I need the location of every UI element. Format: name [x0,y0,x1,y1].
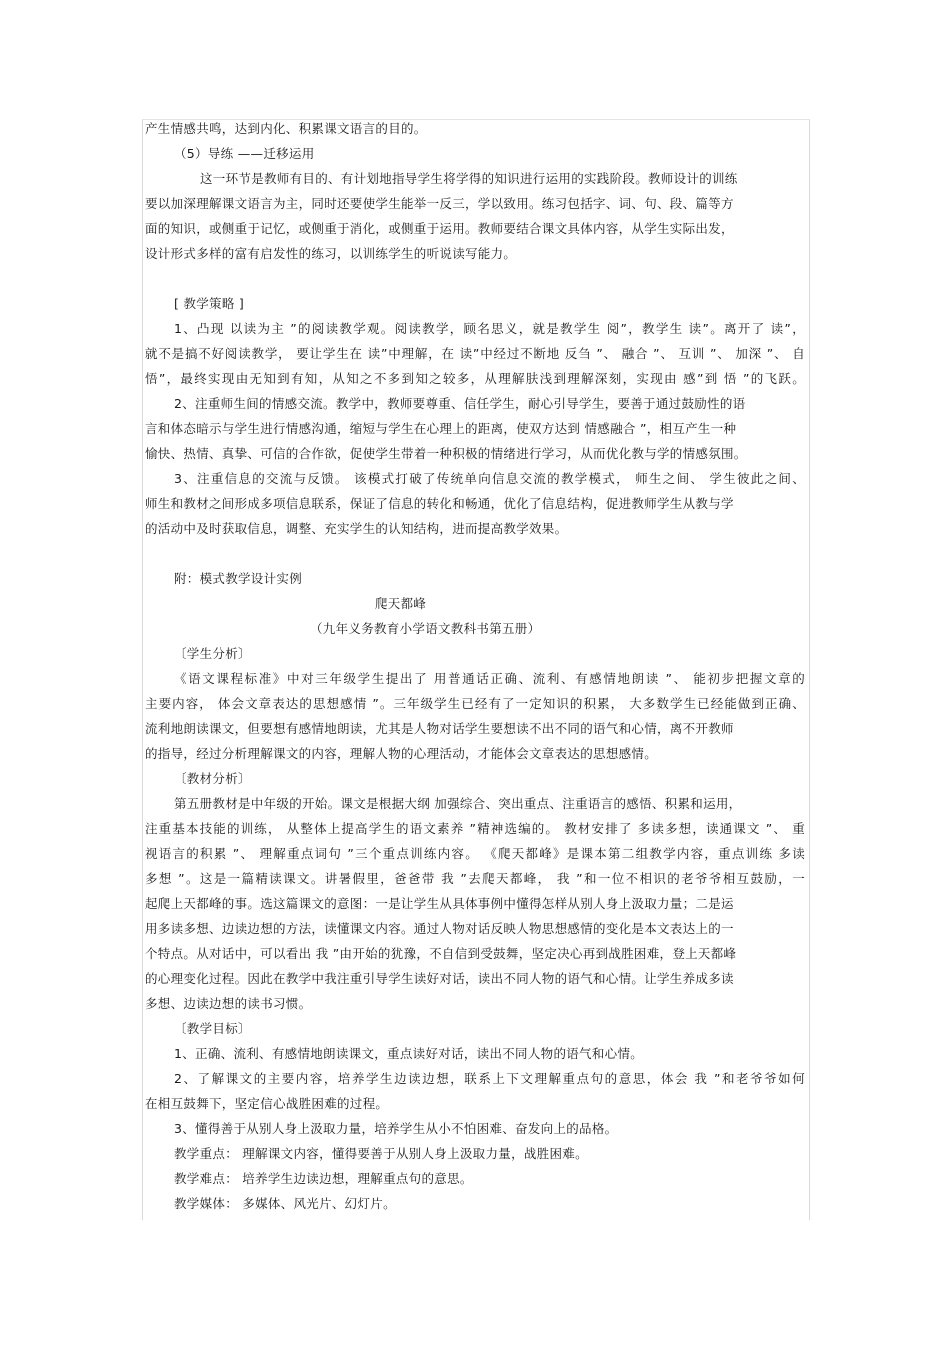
text-line: 多想、边读边想的读书习惯。 [145,996,312,1011]
appendix-heading: 附：模式教学设计实例 [174,571,303,586]
text-line: 《语文课程标准》中对三年级学生提出了 用普通话正确、流利、有感情地朗读 ”、 能初步把握文章的 [174,671,805,686]
text-line: 悟”，最终实现由无知到有知，从知之不多到知之较多，从理解肤浅到理解深刻，实现由 感”到 悟 ”的飞跃。 [145,371,805,386]
text-line: 产生情感共鸣，达到内化、积累课文语言的目的。 [145,121,427,136]
text-line: 流利地朗读课文，但要想有感情地朗读，尤其是人物对话学生要想读不出不同的语气和心情，离不开教师 [145,721,734,736]
text-line: 愉快、热情、真挚、可信的合作欲，促使学生带着一种积极的情绪进行学习，从而优化教与学的情感氛围。 [145,446,747,461]
text-line: 个特点。从对话中，可以看出 我 ”由开始的犹豫，不自信到受鼓舞，坚定决心再到战胜困难，登上天都峰 [145,946,737,961]
text-line: 第五册教材是中年级的开始。课文是根据大纲 加强综合、突出重点、注重语言的感悟、积累和运用， [174,796,742,811]
lesson-title: 爬天都峰 [375,596,427,611]
lesson-subtitle: （九年义务教育小学语文教科书第五册） [310,621,541,636]
text-line: 的活动中及时获取信息，调整、充实学生的认知结构，进而提高教学效果。 [145,521,568,536]
text-line: 2、了解课文的主要内容，培养学生边读边想，联系上下文理解重点句的意思，体会 我 ”和老爷爷如何 [174,1071,805,1086]
text-line: 就不是搞不好阅读教学， 要让学生在 读”中理解，在 读”中经过不断地 反刍 ”、 融合 ”、 互训 ”、 加深 ”、 自 [145,346,805,361]
text-line: 3、懂得善于从别人身上汲取力量，培养学生从小不怕困难、奋发向上的品格。 [174,1121,618,1136]
text-line: 教学媒体： 多媒体、风光片、幻灯片。 [174,1196,396,1211]
text-line: 1、正确、流利、有感情地朗读课文，重点读好对话，读出不同人物的语气和心情。 [174,1046,644,1061]
text-line: 主要内容， 体会文章表达的思想感情 ”。三年级学生已经有了一定知识的积累， 大多数学生已经能做到正确、 [145,696,805,711]
text-line: 言和体态暗示与学生进行情感沟通，缩短与学生在心理上的距离，使双方达到 情感融合 ”，相互产生一种 [145,421,737,436]
text-line: 多想 ”。这是一篇精读课文。讲暑假里，爸爸带 我 ”去爬天都峰， 我 ”和一位不相识的老爷爷相互鼓励，一 [145,871,805,886]
text-line: 教学重点： 理解课文内容，懂得要善于从别人身上汲取力量，战胜困难。 [174,1146,588,1161]
text-line: 在相互鼓舞下，坚定信心战胜困难的过程。 [145,1096,389,1111]
text-line: 注重基本技能的训练， 从整体上提高学生的语文素养 ”精神选编的。 教材安排了 多读多想，读通课文 ”、 重 [145,821,805,836]
text-line: 面的知识，或侧重于记忆，或侧重于消化，或侧重于运用。教师要结合课文具体内容，从学生实际出发， [145,221,734,236]
text-line: 教学难点： 培养学生边读边想，理解重点句的意思。 [174,1171,473,1186]
text-line: 起爬上天都峰的事。选这篇课文的意图：一是让学生从具体事例中懂得怎样从别人身上汲取力量；二是运 [145,896,734,911]
section-heading: [ 教学策略 ] [174,296,245,311]
text-line: 设计形式多样的富有启发性的练习，以训练学生的听说读写能力。 [145,246,517,261]
text-line: 用多读多想、边读边想的方法，读懂课文内容。通过人物对话反映人物思想感情的变化是本文表达上的一 [145,921,734,936]
section-heading: 〔学生分析〕 [174,646,251,661]
text-line: 1、凸现 以读为主 ”的阅读教学观。阅读教学，顾名思义，就是教学生 阅”，教学生 读”。离开了 读”， [174,321,805,336]
text-line: 的心理变化过程。因此在教学中我注重引导学生读好对话，读出不同人物的语气和心情。让学生养成多读 [145,971,734,986]
text-line: 这一环节是教师有目的、有计划地指导学生将学得的知识进行运用的实践阶段。教师设计的训练 [200,171,738,186]
section-heading: （5）导练 ——迁移运用 [174,146,315,161]
text-line: 的指导，经过分析理解课文的内容，理解人物的心理活动，才能体会文章表达的思想感情。 [145,746,658,761]
section-heading: 〔教学目标〕 [174,1021,251,1036]
text-line: 3、注重信息的交流与反馈。 该模式打破了传统单向信息交流的教学模式， 师生之间、 学生彼此之间、 [174,471,805,486]
text-line: 师生和教材之间形成多项信息联系，保证了信息的转化和畅通，优化了信息结构，促进教师学生从教与学 [145,496,734,511]
section-heading: 〔教材分析〕 [174,771,251,786]
text-line: 2、注重师生间的情感交流。教学中，教师要尊重、信任学生，耐心引导学生，要善于通过鼓励性的语 [174,396,746,411]
text-line: 视语言的积累 ”、 理解重点词句 ”三个重点训练内容。 《爬天都峰》是课本第二组教学内容，重点训练 多读 [145,846,805,861]
text-line: 要以加深理解课文语言为主，同时还要使学生能举一反三，学以致用。练习包括字、词、句、段、篇等方 [145,196,734,211]
